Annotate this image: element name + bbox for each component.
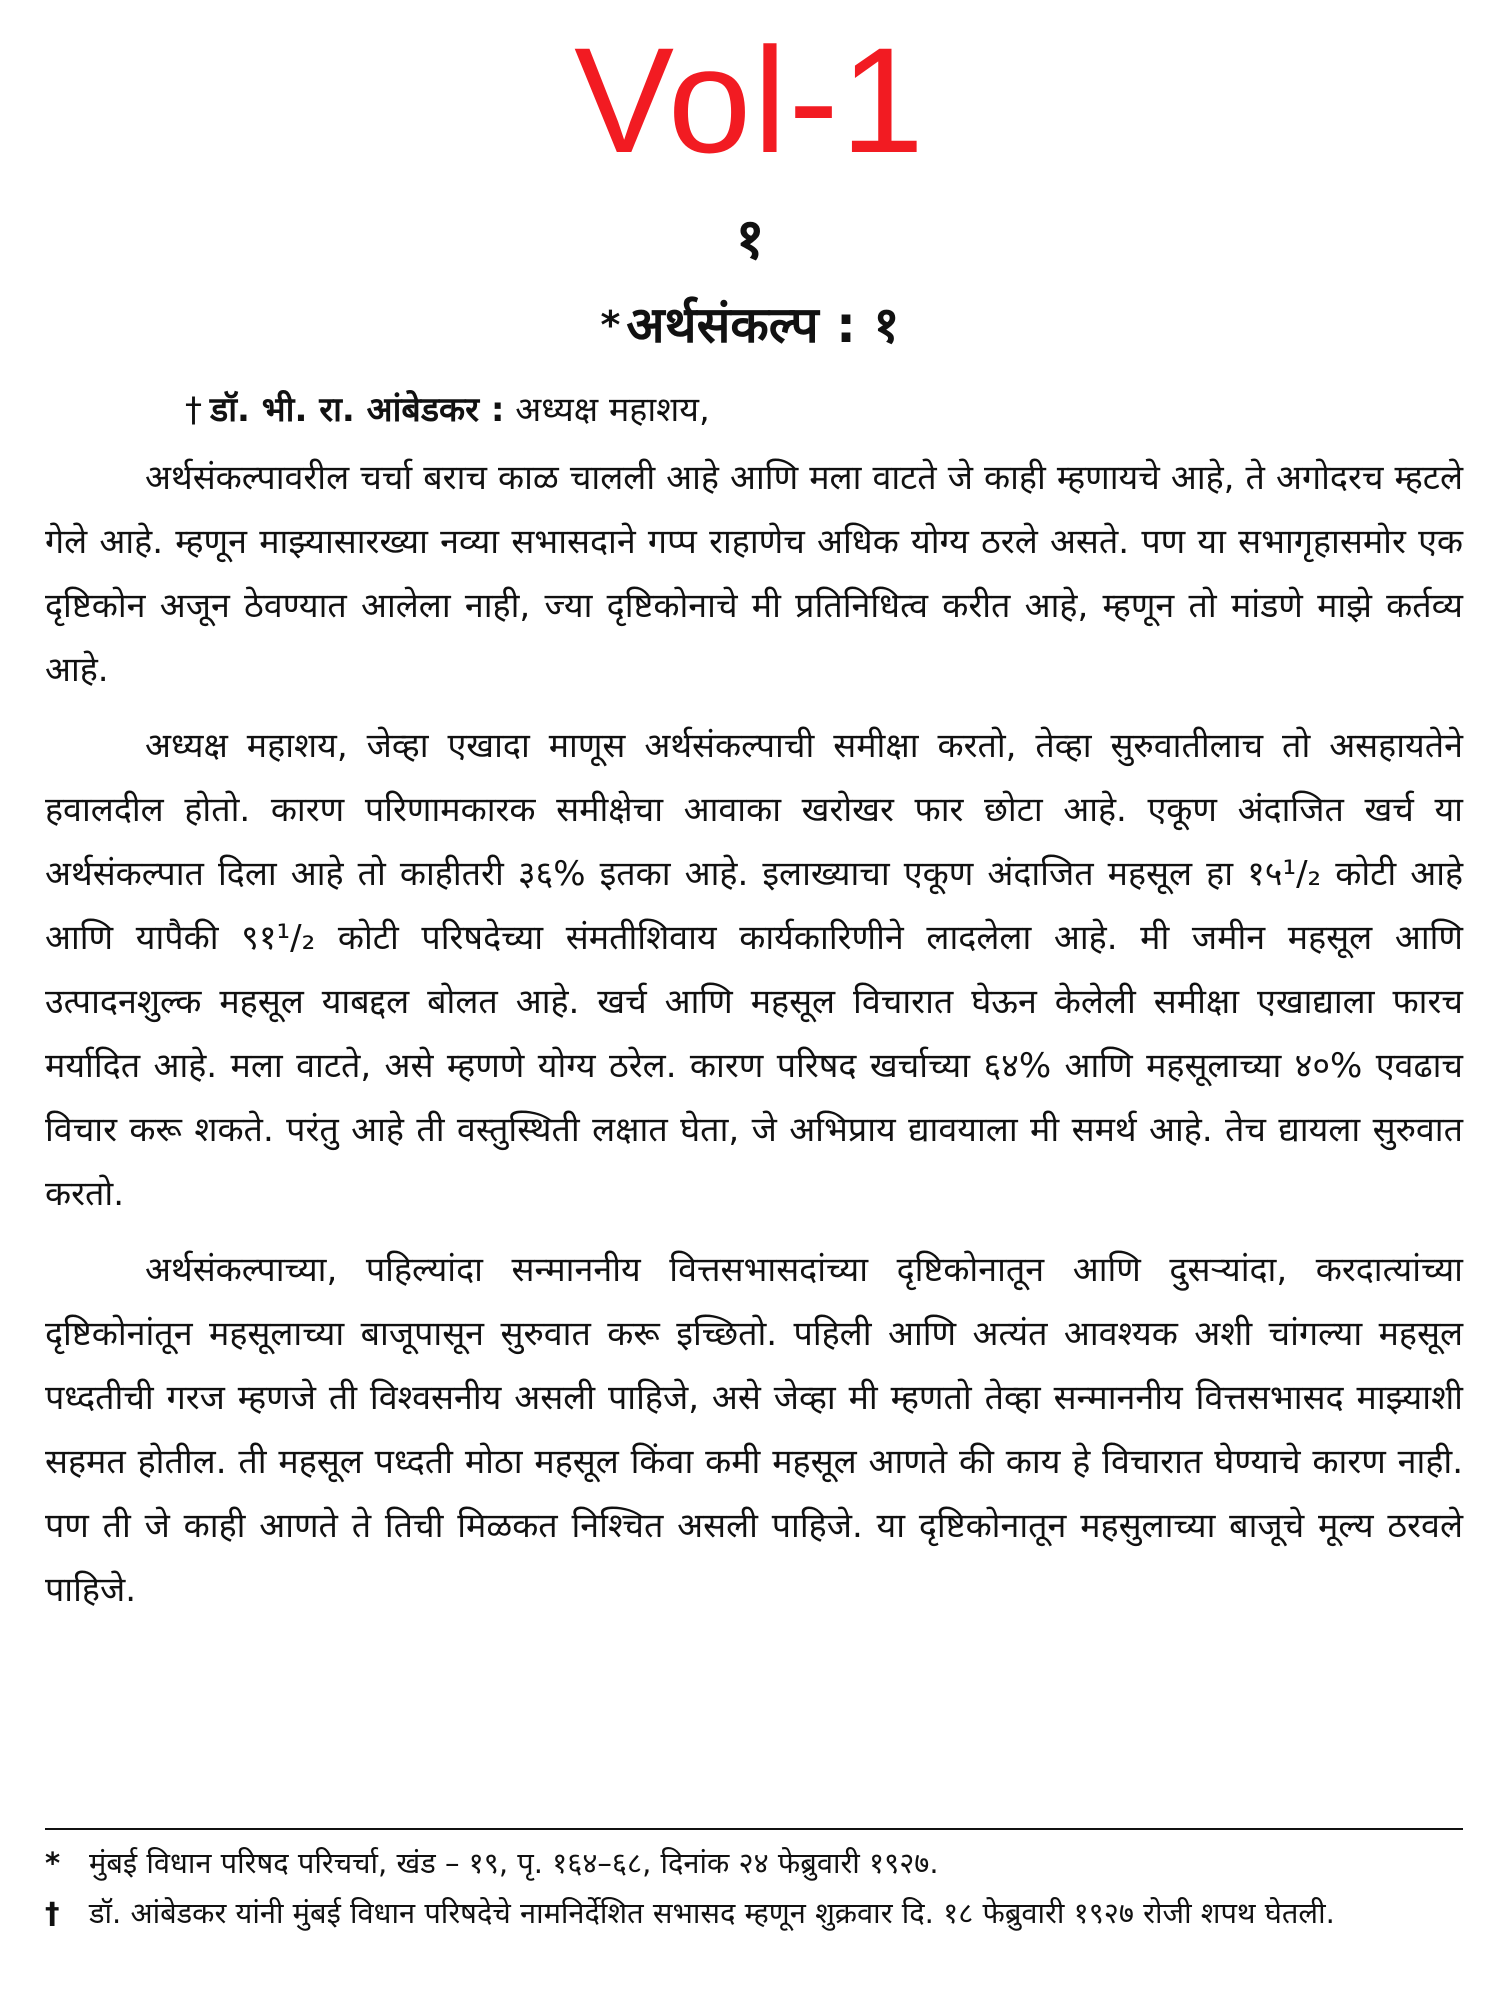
body-text xyxy=(45,446,1463,1634)
speaker-footnote-marker: † xyxy=(185,390,202,430)
title-footnote-marker: * xyxy=(600,303,621,347)
footnote-1-marker: * xyxy=(45,1846,61,1880)
speaker-address: अध्यक्ष महाशय, xyxy=(515,390,710,430)
paragraph-2: अध्यक्ष महाशय, जेव्हा एखादा माणूस अर्थसंकल्पाची समीक्षा करतो, तेव्हा सुरुवातीलाच तो असहायतेने हवालदील होतो. कारण परिणामकारक समीक्षेचा आवाका खरोखर फार छोटा आहे. एकूण अंदाजित खर्च या अर्थसंकल्पात दिला आहे तो काहीतरी ३६% इतका आहे. इलाख्याचा एकूण अंदाजित महसूल हा १५¹/₂ कोटी आहे आणि यापैकी ९१¹/₂ कोटी परिषदेच्या संमतीशिवाय कार्यकारिणीने लादलेला आहे. मी जमीन महसूल आणि उत्पादनशुल्क महसूल याबद्दल बोलत आहे. खर्च आणि महसूल विचारात घेऊन केलेली समीक्षा एखाद्याला फारच मर्यादित आहे. मला वाटते, असे म्हणणे योग्य ठरेल. कारण परिषद खर्चाच्या ६४% आणि महसूलाच्या ४०% एवढाच विचार करू शकते. परंतु आहे ती वस्तुस्थिती लक्षात घेता, जे अभिप्राय द्यावयाला मी समर्थ आहे. तेच द्यायला सुरुवात करतो. xyxy=(45,726,1463,1214)
footnote-2-text: डॉ. आंबेडकर यांनी मुंबई विधान परिषदेचे नामनिर्देशित सभासद म्हणून शुक्रवार दि. १८ फेब्रुवारी १९२७ रोजी शपथ घेतली. xyxy=(89,1896,1335,1930)
paragraph-1: अर्थसंकल्पावरील चर्चा बराच काळ चालली आहे आणि मला वाटते जे काही म्हणायचे आहे, ते अगोदरच म्हटले गेले आहे. म्हणून माझ्यासारख्या नव्या सभासदाने गप्प राहाणेच अधिक योग्य ठरले असते. पण या सभागृहासमोर एक दृष्टिकोन अजून ठेवण्यात आलेला नाही, ज्या दृष्टिकोनाचे मी प्रतिनिधित्व करीत आहे, म्हणून तो मांडणे माझे कर्तव्य आहे. xyxy=(45,458,1463,690)
footnote-2-marker: † xyxy=(45,1896,60,1930)
footnote-1-text: मुंबई विधान परिषद परिचर्चा, खंड – १९, पृ. १६४–६८, दिनांक २४ फेब्रुवारी १९२७. xyxy=(89,1846,939,1880)
chapter-title xyxy=(0,290,1500,360)
chapter-number: १ xyxy=(735,207,765,272)
footnote-divider xyxy=(45,1828,1463,1830)
speaker-line xyxy=(185,382,710,438)
volume-label: Vol-1 xyxy=(574,16,926,184)
footnote-2 xyxy=(45,1888,1463,1938)
speaker-name: डॉ. भी. रा. आंबेडकर : xyxy=(210,390,505,430)
footnote-1 xyxy=(45,1838,1463,1888)
paragraph-3: अर्थसंकल्पाच्या, पहिल्यांदा सन्माननीय वित्तसभासदांच्या दृष्टिकोनातून आणि दुसऱ्यांदा, करदात्यांच्या दृष्टिकोनांतून महसूलाच्या बाजूपासून सुरुवात करू इच्छितो. पहिली आणि अत्यंत आवश्यक अशी चांगल्या महसूल पध्दतीची गरज म्हणजे ती विश्वसनीय असली पाहिजे, असे जेव्हा मी म्हणतो तेव्हा सन्माननीय वित्तसभासद माझ्याशी सहमत होतील. ती महसूल पध्दती मोठा महसूल किंवा कमी महसूल आणते की काय हे विचारात घेण्याचे कारण नाही. पण ती जे काही आणते ते तिची मिळकत निश्चित असली पाहिजे. या दृष्टिकोनातून महसुलाच्या बाजूचे मूल्य ठरवले पाहिजे. xyxy=(45,1250,1463,1610)
chapter-title-text: अर्थसंकल्प : १ xyxy=(626,296,900,354)
footnotes xyxy=(45,1838,1463,1938)
